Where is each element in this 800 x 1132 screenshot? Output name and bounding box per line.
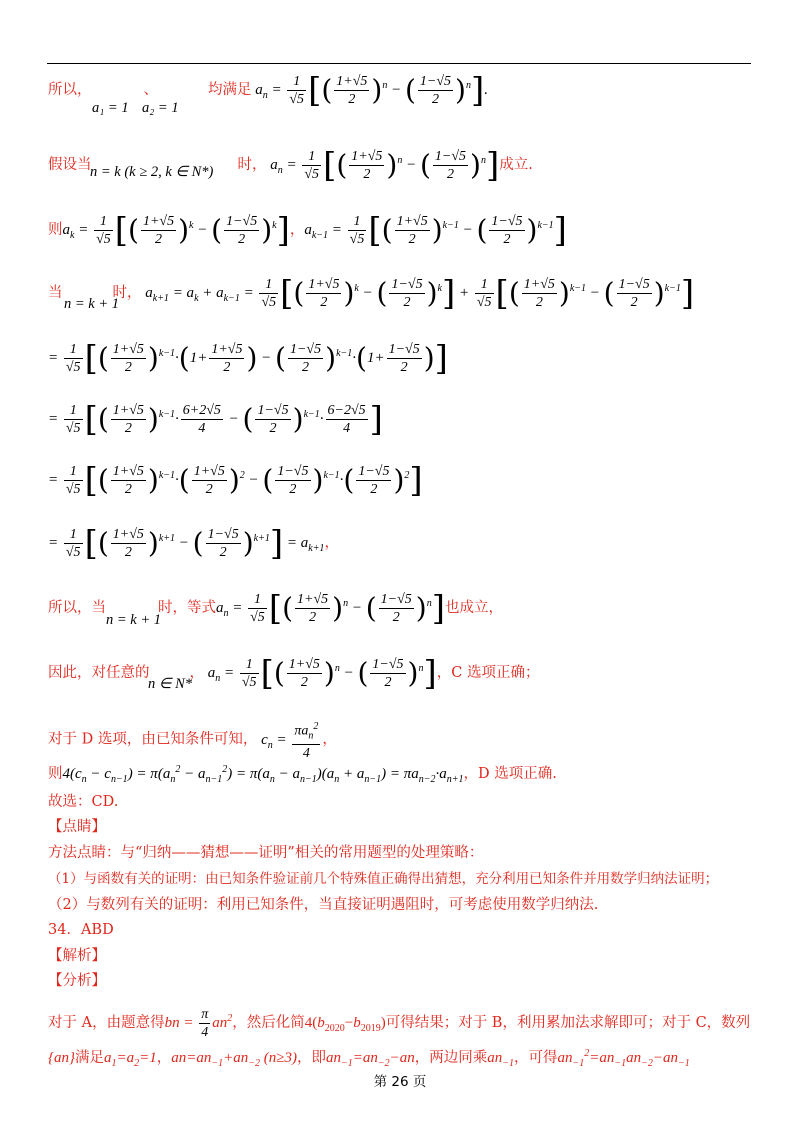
text-comma-3: ， (189, 664, 204, 681)
line-10 (48, 653, 540, 694)
formula-an-4: $a_n$ = $\frac{1}{√5}$ [( $\frac{1+√5}{2}$ )$^n$ − ( $\frac{1-√5}{2}$ )$^n$] (204, 653, 437, 694)
text-then-simplify: ，然后化简 (232, 1014, 305, 1031)
text-all-satisfy: 均满足 (208, 81, 252, 98)
line-6 (48, 399, 383, 440)
formula-ak-1: $a_{k-1}$ = $\frac{1}{√5}$ [( $\frac{1+√5}{2}$ )$^{k-1}$ − ( $\frac{1-√5}{2}$ )$^{k-1}$] (304, 210, 567, 251)
formula-b-diff: $4(b_{2020}-b_{2019})$ (304, 1014, 386, 1034)
line-5 (48, 338, 448, 379)
text-comma: ， (289, 221, 305, 238)
line-12 (48, 760, 557, 790)
text-c-correct: ，C 选项正确； (436, 664, 540, 681)
text-obtain: ，可得 (513, 1050, 558, 1066)
line-8 (48, 523, 339, 564)
text-so-when: 所以，当 (48, 599, 106, 616)
line-4 (48, 273, 695, 314)
line-7 (48, 460, 423, 501)
text-option-b-c: 可得结果；对于 B，利用累加法求解即可；对于 C，数列 (385, 1014, 751, 1031)
text-comma-5: ， (156, 1050, 172, 1066)
cond-a1: a₁ = 1 (92, 100, 129, 116)
text-sep: 、 (143, 81, 158, 98)
formula-ak+1: $a_{k+1} = a_k + a_{k-1}$ = $\frac{1}{√5}$ [( $\frac{1+√5}{2}$ )$^k$ − ( $\frac{1-√5}{2}$ )$^k$] + $\frac{1}{√5}$ [( $\frac{1+√5}{2}$ )$^{k-1}$ − ( $\frac{1-√5}{2}$ )$^{k-1}$] (141, 273, 695, 314)
text-when-3: 时， (112, 284, 142, 301)
line-11 (48, 718, 337, 762)
formula-an-3: $a_n$ = $\frac{1}{√5}$ [( $\frac{1+√5}{2}$ )$^n$ − ( $\frac{1-√5}{2}$ )$^n$] (216, 588, 445, 629)
text-comma-2: ， (324, 534, 339, 551)
formula-cn-diff: $4(c_n - c_{n-1}) = \pi(a_n^2 - a_{n-1}^2) = \pi(a_n - a_{n-1})(a_n + a_{n-1}) = \pi a_{n-2}\cdot a_{n+1}$ (62, 764, 464, 785)
formula-step-1: = $\frac{1}{√5}$ [( $\frac{1+√5}{2}$ )$^{k-1}$·(1+ $\frac{1+√5}{2}$ ) − ( $\frac{1-√5}{2}$ )$^{k-1}$·(1+ $\frac{1-√5}{2}$ )] (48, 338, 448, 379)
formula-cn: $c_n$ = $\frac{\pi a_n^2}{4}$ (257, 721, 319, 762)
page-footer: 第 26 页 (373, 1074, 427, 1090)
formula-step-2: = $\frac{1}{√5}$ [( $\frac{1+√5}{2}$ )$^{k-1}$· $\frac{6+2√5}{4}$ − ( $\frac{1-√5}{2}$ )$^{k-1}$· $\frac{6-2√5}{4}$ ] (48, 399, 383, 440)
formula-step-4: = $\frac{1}{√5}$ [( $\frac{1+√5}{2}$ )$^{k+1}$ − ( $\frac{1-√5}{2}$ )$^{k+1}] = a_{k+1}$ (48, 523, 325, 564)
cond-n-k1-b: n = k + 1 (106, 612, 162, 628)
text-option-a: 对于 A，由题意得 (48, 1014, 165, 1031)
text-when: 时， (237, 156, 267, 173)
text-therefore: 因此，对任意的 (48, 664, 150, 681)
text-equation: 时，等式 (158, 599, 216, 616)
line-21 (48, 1006, 750, 1041)
formula-bn: bn = $\frac{\pi}{4}$ $an^2$ (164, 1007, 233, 1040)
text-assume: 假设当 (48, 156, 92, 173)
text-comma-4: ， (322, 731, 337, 748)
text-multiply: ，两边同乘 (414, 1050, 488, 1066)
answer-cd: 故选：CD. (48, 794, 119, 810)
method-summary: 方法点睛：与“归纳——猜想——证明”相关的常用题型的处理策略： (48, 845, 484, 861)
text-then-2: 则 (48, 766, 63, 782)
text-also-holds: 也成立， (445, 599, 503, 616)
formula-ak: $a_k$ = $\frac{1}{√5}$ [( $\frac{1+√5}{2}$ )$^k$ − ( $\frac{1-√5}{2}$ )$^k$] (62, 210, 290, 251)
formula-an-2: $a_n$ = $\frac{1}{√5}$ [( $\frac{1+√5}{2}$ )$^n$ − ( $\frac{1-√5}{2}$ )$^n$] (266, 145, 500, 186)
text-option-d: 对于 D 选项，由已知条件可知， (48, 731, 258, 748)
text-then: 则 (48, 221, 63, 238)
cond-n-k: n = k (k ≥ 2, k ∈ N*) (90, 164, 214, 180)
text-ie: ，即 (296, 1050, 326, 1066)
formula-seq-an: {an} (48, 1050, 75, 1066)
header-rule (47, 63, 751, 64)
formula-an-1-b: $an_{-1}$ (487, 1050, 514, 1069)
heading-fenxi: 【分析】 (48, 973, 106, 989)
text-holds: 成立. (499, 156, 533, 173)
text-d-correct: ，D 选项正确. (463, 766, 557, 782)
formula-an-1: $an_{-1}=an_{-2}-an$ (325, 1050, 415, 1069)
strategy-2: （2）与数列有关的证明：利用已知条件，当直接证明遇阻时，可考虑使用数学归纳法. (48, 897, 599, 913)
formula-an: $a_n$ = $\frac{1}{√5}$ [( $\frac{1+√5}{2}$ )$^n$ − ( $\frac{1-√5}{2}$ )$^n$]. (251, 70, 488, 111)
formula-an-1-sq: $an_{-1}^2=an_{-1}an_{-2}-an_{-1}$ (557, 1048, 690, 1069)
text-when-2: 当 (48, 284, 63, 301)
formula-step-3: = $\frac{1}{√5}$ [( $\frac{1+√5}{2}$ )$^{k-1}$·( $\frac{1+√5}{2}$ )$^2$ − ( $\frac{1-√5}{2}$ )$^{k-1}$·( $\frac{1-√5}{2}$ )$^2$] (48, 460, 423, 501)
formula-recurrence: $an=an_{-1}+an_{-2}$ (n≥3) (171, 1050, 297, 1069)
formula-a1-a2: $a_1=a_2=1$ (104, 1050, 157, 1069)
cond-n-in-N: n ∈ N* (148, 676, 193, 692)
strategy-1: （1）与函数有关的证明：由已知条件验证前几个特殊值正确得出猜想，充分利用已知条件并用数学归纳法证明； (48, 871, 719, 887)
line-3 (48, 210, 567, 251)
cond-a2: a₂ = 1 (142, 100, 179, 116)
text-satisfies: 满足 (75, 1050, 104, 1066)
question-34-answer: 34．ABD (48, 922, 114, 938)
heading-jiexi: 【解析】 (48, 948, 106, 964)
text-so: 所以， (48, 81, 92, 98)
heading-dianjing: 【点睛】 (48, 819, 106, 835)
cond-n-k1: n = k + 1 (64, 296, 120, 312)
